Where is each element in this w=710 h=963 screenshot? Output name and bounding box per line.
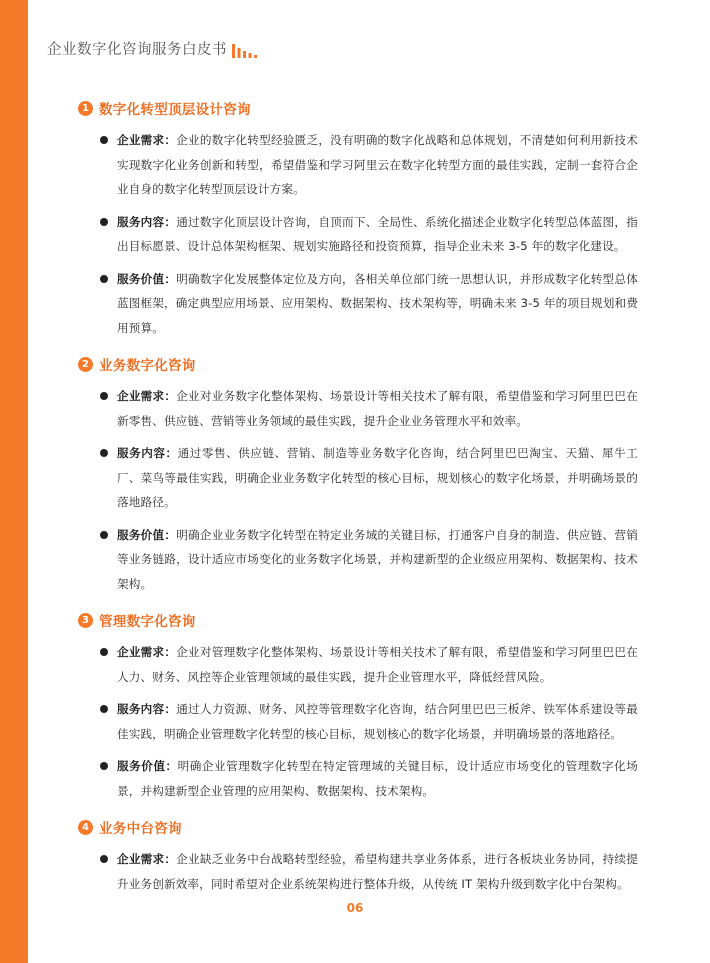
section-number-badge: 3 bbox=[78, 613, 93, 628]
item-body: 企业缺乏业务中台战略转型经验，希望构建共享业务体系，进行各板块业务协同，持续提升业务创新效率，同时希望对企业系统架构进行整体升级，从传统 IT 架构升级到数字化中台架构。 bbox=[117, 852, 638, 891]
item-body: 通过人力资源、财务、风控等管理数字化咨询，结合阿里巴巴三板斧、铁军体系建设等最佳实践，明确企业管理数字化转型的核心目标，规划核心的数字化场景，并明确场景的落地路径。 bbox=[117, 702, 638, 741]
list-item bbox=[78, 128, 638, 202]
list-item bbox=[78, 523, 638, 597]
item-body: 明确企业业务数字化转型在特定业务域的关键目标，打通客户自身的制造、供应链、营销等业务链路，设计适应市场变化的业务数字化场景，并构建新型的企业级应用架构、数据架构、技术架构。 bbox=[117, 527, 638, 591]
section-number-badge: 4 bbox=[78, 820, 93, 835]
item-text bbox=[117, 441, 638, 515]
section-heading bbox=[78, 98, 638, 118]
list-item bbox=[78, 210, 638, 259]
list-item bbox=[78, 267, 638, 341]
item-label: 服务内容： bbox=[117, 702, 177, 716]
item-body: 企业的数字化转型经验匮乏，没有明确的数字化战略和总体规划，不清楚如何利用新技术实现数字化业务创新和转型，希望借鉴和学习阿里云在数字化转型方面的最佳实践，定制一套符合企业自身的数字化转型顶层设计方案。 bbox=[117, 133, 638, 196]
side-accent-bar bbox=[0, 0, 28, 963]
list-item bbox=[78, 847, 638, 896]
header-title: 企业数字化咨询服务白皮书 bbox=[47, 42, 227, 58]
item-text bbox=[117, 847, 638, 896]
item-text bbox=[117, 640, 638, 689]
section-2 bbox=[78, 354, 638, 596]
section-4 bbox=[78, 817, 638, 896]
item-label: 企业需求： bbox=[117, 645, 177, 659]
item-text bbox=[117, 384, 638, 433]
item-label: 服务内容： bbox=[117, 214, 177, 229]
item-body: 企业对业务数字化整体架构、场景设计等相关技术了解有限，希望借鉴和学习阿里巴巴在新零售、供应链、营销等业务领域的最佳实践，提升企业业务管理水平和效率。 bbox=[117, 389, 638, 428]
item-body: 通过零售、供应链、营销、制造等业务数字化咨询，结合阿里巴巴淘宝、天猫、犀牛工厂、菜鸟等最佳实践，明确企业业务数字化转型的核心目标，规划核心的数字化场景，并明确场景的落地路径。 bbox=[117, 446, 638, 509]
item-text bbox=[117, 754, 638, 803]
list-item bbox=[78, 754, 638, 803]
bullet-dot-icon bbox=[100, 136, 108, 144]
bar-chart-logo-icon bbox=[232, 44, 258, 58]
bullet-dot-icon bbox=[100, 275, 108, 283]
section-title: 数字化转型顶层设计咨询 bbox=[99, 102, 251, 118]
item-text bbox=[117, 267, 638, 341]
section-title: 业务数字化咨询 bbox=[99, 358, 196, 374]
section-heading bbox=[78, 610, 638, 630]
item-text bbox=[117, 128, 638, 202]
bullet-dot-icon bbox=[100, 449, 108, 457]
item-label: 企业需求： bbox=[117, 852, 177, 866]
item-body: 企业对管理数字化整体架构、场景设计等相关技术了解有限，希望借鉴和学习阿里巴巴在人力、财务、风控等企业管理领域的最佳实践，提升企业管理水平，降低经营风险。 bbox=[117, 645, 638, 684]
bullet-dot-icon bbox=[100, 392, 108, 400]
main-content bbox=[78, 98, 638, 910]
item-body: 通过数字化顶层设计咨询，自顶而下、全局性、系统化描述企业数字化转型总体蓝图，指出目标愿景、设计总体架构框架、规划实施路径和投资预算，指导企业未来 3-5 年的数字化建设。 bbox=[117, 214, 638, 253]
section-1 bbox=[78, 98, 638, 340]
item-text bbox=[117, 523, 638, 597]
item-label: 服务价值： bbox=[117, 759, 178, 773]
bullet-dot-icon bbox=[100, 648, 108, 656]
section-3 bbox=[78, 610, 638, 803]
bullet-dot-icon bbox=[100, 531, 108, 539]
item-label: 服务价值： bbox=[117, 271, 177, 286]
page-header bbox=[47, 40, 258, 60]
section-number-badge: 1 bbox=[78, 101, 93, 116]
section-title: 业务中台咨询 bbox=[99, 821, 182, 837]
bullet-dot-icon bbox=[100, 705, 108, 713]
list-item bbox=[78, 441, 638, 515]
page-number: 06 bbox=[346, 901, 364, 915]
item-label: 企业需求： bbox=[117, 389, 177, 403]
item-label: 服务内容： bbox=[117, 446, 178, 460]
bullet-dot-icon bbox=[100, 218, 108, 226]
item-text bbox=[117, 210, 638, 259]
section-heading bbox=[78, 817, 638, 837]
list-item bbox=[78, 640, 638, 689]
section-number-badge: 2 bbox=[78, 357, 93, 372]
item-label: 企业需求： bbox=[117, 133, 177, 147]
section-title: 管理数字化咨询 bbox=[99, 614, 196, 630]
item-body: 明确数字化发展整体定位及方向，各相关单位部门统一思想认识，并形成数字化转型总体蓝图框架，确定典型应用场景、应用架构、数据架构、技术架构等，明确未来 3-5 年的项目规划和费用预算。 bbox=[117, 271, 638, 335]
item-label: 服务价值： bbox=[117, 527, 177, 542]
list-item bbox=[78, 384, 638, 433]
item-text bbox=[117, 697, 638, 746]
list-item bbox=[78, 697, 638, 746]
section-heading bbox=[78, 354, 638, 374]
bullet-dot-icon bbox=[100, 855, 108, 863]
bullet-dot-icon bbox=[100, 762, 108, 770]
item-body: 明确企业管理数字化转型在特定管理域的关键目标，设计适应市场变化的管理数字化场景，并构建新型企业管理的应用架构、数据架构、技术架构。 bbox=[117, 759, 638, 798]
